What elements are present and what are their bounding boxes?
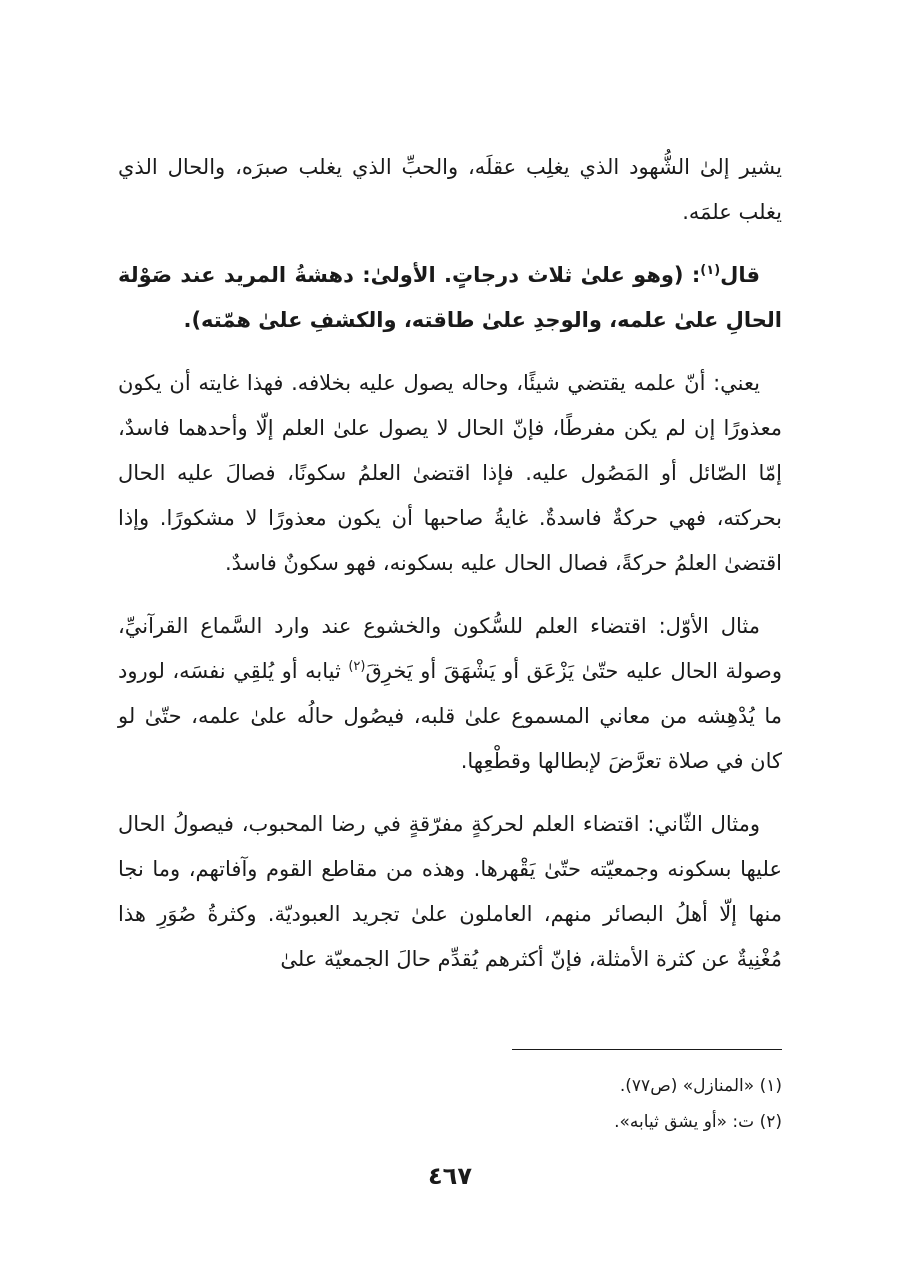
footnote-ref-1: (١): [700, 263, 721, 278]
paragraph-example-2: ومثال الثّاني: اقتضاء العلم لحركةٍ مفرّقةٍ في رضا المحبوب، فيصولُ الحال عليها بسكونه وجمعيّته حتّىٰ يَقْهرها. وهذه من مقاطع القوم وآفاتهم، وما نجا منها إلّا أهلُ البصائر منهم، العاملون علىٰ تجريد العبوديّة. وكثرةُ صُوَرِ هذا مُغْنِيةٌ عن كثرة الأمثلة، فإنّ أكثرهم يُقدِّم حالَ الجمعيّة علىٰ: [118, 812, 782, 971]
paragraph-quote: [118, 253, 782, 343]
footnotes: [118, 1068, 782, 1140]
footnote-ref-2: (٢): [348, 659, 366, 674]
quote-text: : (وهو علىٰ ثلاث درجاتٍ. الأولىٰ: دهشةُ المريد عند صَوْلة الحالِ علىٰ علمه، والوجدِ علىٰ طاقته، والكشفِ علىٰ همّته).: [118, 263, 782, 332]
footnote-1: (١) «المنازل» (ص٧٧).: [619, 1076, 782, 1096]
example-1-text-b: ثيابه أو يُلقِي نفسَه، لورود ما يُدْهِشه من معاني المسموع علىٰ قلبه، فيصُول حالُه علىٰ علمه، حتّىٰ لو كان في صلاة تعرَّضَ لإبطالها وقطْعِها.: [118, 659, 782, 773]
paragraph-explanation: يعني: أنّ علمه يقتضي شيئًا، وحاله يصول عليه بخلافه. فهذا غايته أن يكون معذورًا إن لم يكن مفرطًا، فإنّ الحال لا يصول علىٰ العلم إلّا وأحدهما فاسدٌ، إمّا الصّائل أو المَصُول عليه. فإذا اقتضىٰ العلمُ سكونًا، فصالَ عليه الحال بحركته، فهي حركةٌ فاسدةٌ. غايةُ صاحبها أن يكون معذورًا لا مشكورًا. وإذا اقتضىٰ العلمُ حركةً، فصال الحال عليه بسكونه، فهو سكونٌ فاسدٌ.: [118, 371, 782, 575]
quote-label: قال: [720, 263, 760, 287]
footnote-divider: [512, 1049, 782, 1050]
main-text: [118, 145, 782, 1000]
footnote-2: (٢) ت: «أو يشق ثيابه».: [614, 1112, 782, 1132]
page-number: ٤٦٧: [428, 1162, 472, 1190]
paragraph-example-1: [118, 604, 782, 784]
example-1-text-a: مثال الأوّل: اقتضاء العلم للسُّكون والخشوع عند وارد السَّماع القرآنيِّ، وصولة الحال عليه حتّىٰ يَزْعَق أو يَشْهَقَ أو يَخرِقَ: [118, 614, 782, 683]
paragraph-1: يشير إلىٰ الشُّهود الذي يغلِب عقلَه، والحبِّ الذي يغلب صبرَه، والحال الذي يغلب علمَه.: [118, 155, 782, 224]
